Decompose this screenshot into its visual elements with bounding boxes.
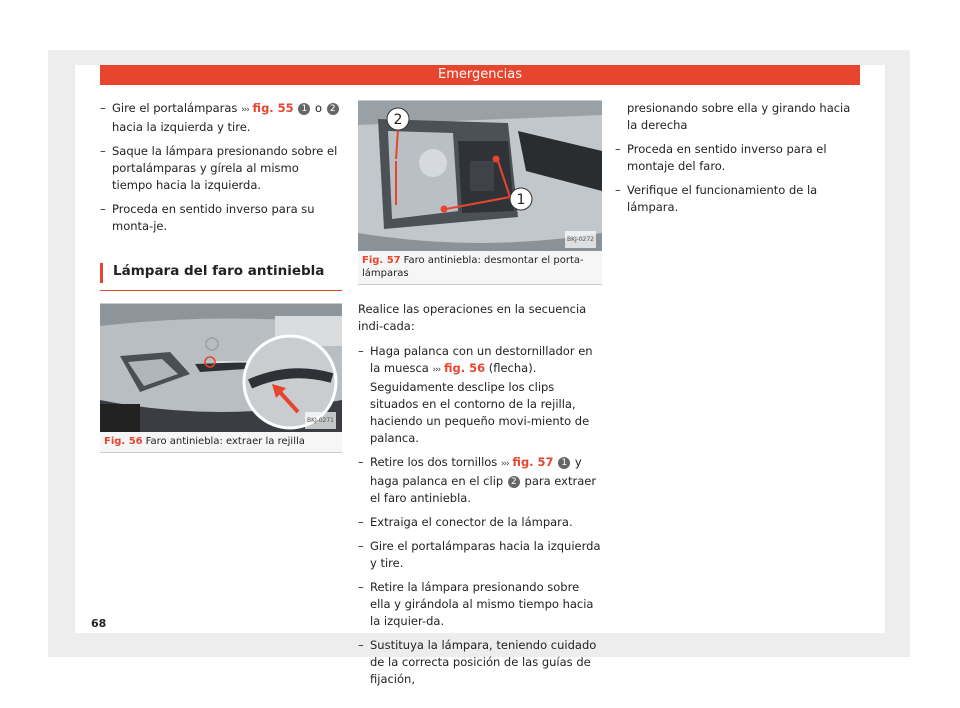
figure-56 [100, 303, 342, 453]
list-item: – Retire los dos tornillos ››› fig. 57 1 y haga palanca en el clip 2 para extraer el faro antiniebla. [358, 454, 602, 507]
callout-number: 1 [298, 103, 310, 115]
list-item: – Extraiga el conector de la lámpara. [358, 514, 602, 531]
list-item: – Sustituya la lámpara, teniendo cuidado de la correcta posición de las guías de fijación, [358, 637, 602, 688]
chapter-header [100, 65, 860, 85]
figure-link[interactable]: fig. 55 [252, 101, 294, 115]
callout-number: 1 [558, 457, 570, 469]
figure-image [358, 101, 602, 251]
figure-image [100, 304, 342, 432]
foglamp-illustration [358, 101, 602, 251]
figure-caption: Fig. 56 Faro antiniebla: extraer la rejilla [104, 436, 305, 447]
list-item: – Verifique el funcionamiento de la lámpara. [615, 182, 861, 216]
section-title: Lámpara del faro antiniebla [100, 263, 342, 283]
callout-2-label: 2 [393, 112, 403, 128]
list-item: – Haga palanca con un destornillador en la muesca ››› fig. 56 (flecha). Seguidamente desclipe los clips situados en el contorno de la rejilla, haciendo un pequeño movi-miento de palanca. [358, 343, 602, 447]
continuation-text: presionando sobre ella y girando hacia la derecha [627, 101, 851, 132]
figure-link[interactable]: fig. 56 [443, 361, 486, 375]
chevron-icon: ››› [500, 459, 509, 469]
figure-link[interactable]: fig. 57 [512, 455, 554, 469]
section-divider [100, 290, 342, 291]
image-code: BKJ-0272 [565, 231, 596, 248]
chevron-icon: ››› [241, 105, 249, 115]
chevron-icon: ››› [432, 365, 441, 375]
figure-57 [358, 100, 602, 285]
figure-label: Fig. 57 [362, 255, 401, 266]
image-code: BKJ-0271 [305, 412, 336, 429]
column-right [615, 100, 861, 223]
chapter-title: Emergencias [438, 67, 522, 82]
step-list [615, 141, 861, 216]
step-list [100, 100, 342, 235]
callout-1-label: 1 [516, 192, 526, 208]
page-number: 68 [91, 617, 107, 630]
list-item: – Retire la lámpara presionando sobre ella y girándola al mismo tiempo hacia la izquier-da. [358, 579, 602, 630]
callout-number: 2 [508, 476, 520, 488]
callout-number: 2 [327, 103, 339, 115]
intro-paragraph: Realice las operaciones en la secuencia indi-cada: [358, 302, 587, 333]
column-left [100, 100, 342, 453]
step-list [358, 343, 602, 688]
list-item: – Proceda en sentido inverso para el montaje del faro. [615, 141, 861, 175]
list-item: – Saque la lámpara presionando sobre el portalámparas y gírela al mismo tiempo hacia la izquierda. [100, 143, 342, 194]
list-item: – Gire el portalámparas ››› fig. 55 1 o 2 hacia la izquierda y tire. [100, 100, 342, 136]
list-item: – Proceda en sentido inverso para su monta-je. [100, 201, 342, 235]
list-item: – Gire el portalámparas hacia la izquierda y tire. [358, 538, 602, 572]
figure-caption: Fig. 57 Faro antiniebla: desmontar el porta-lámparas [362, 255, 584, 279]
column-middle [358, 100, 602, 695]
figure-label: Fig. 56 [104, 436, 143, 447]
